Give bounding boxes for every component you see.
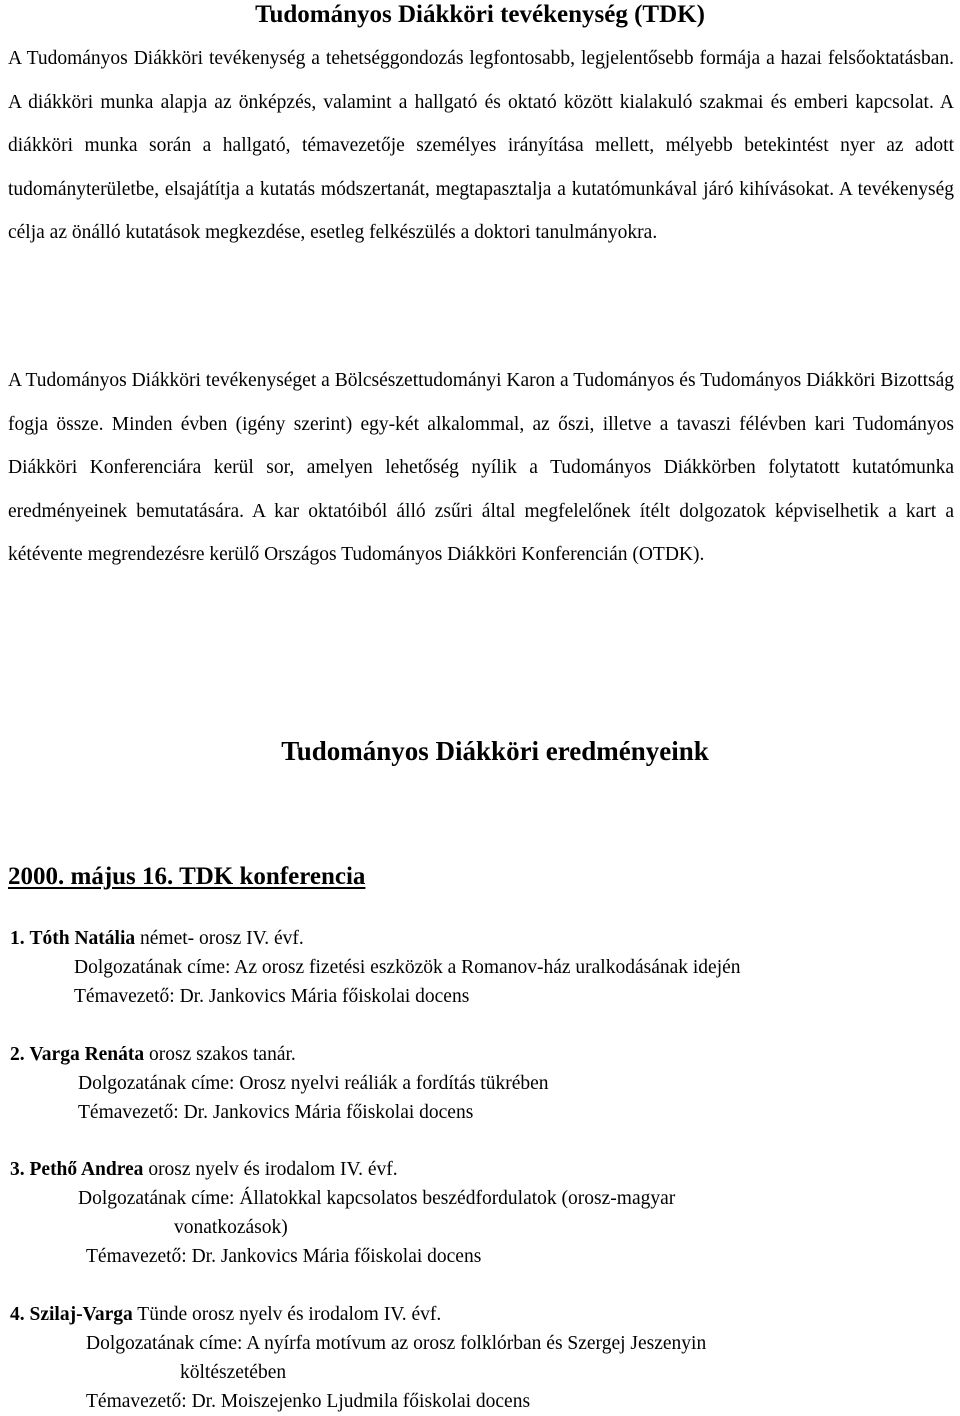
student-program: Tünde orosz nyelv és irodalom IV. évf.: [132, 1304, 442, 1325]
thesis-title: Dolgozatának címe: A nyírfa motívum az orosz folklórban és Szergej Jeszenyin: [86, 1333, 707, 1354]
student-name: Varga Renáta: [29, 1044, 145, 1065]
student-name: Pethő Andrea: [29, 1159, 144, 1180]
result-entry: [10, 1040, 549, 1127]
thesis-title: Dolgozatának címe: Orosz nyelvi reáliák a fordítás tükrében: [78, 1073, 549, 1094]
result-entry: [10, 1155, 675, 1271]
supervisor: Témavezető: Dr. Jankovics Mária főiskolai docens: [78, 1102, 474, 1123]
entry-number: 1.: [10, 928, 25, 949]
result-entry: [10, 924, 741, 1011]
supervisor: Témavezető: Dr. Jankovics Mária főiskolai docens: [74, 986, 470, 1007]
page-title: Tudományos Diákköri tevékenység (TDK): [255, 1, 705, 28]
entry-number: 2.: [10, 1044, 25, 1065]
results-heading: Tudományos Diákköri eredményeink: [281, 736, 709, 766]
student-program: német- orosz IV. évf.: [135, 928, 304, 949]
conference-heading: 2000. május 16. TDK konferencia: [8, 863, 366, 890]
entry-header: [10, 1040, 549, 1069]
entry-number: 4.: [10, 1304, 25, 1325]
entry-number: 3.: [10, 1159, 25, 1180]
student-name: Szilaj-Varga: [29, 1304, 133, 1325]
student-name: Tóth Natália: [29, 928, 136, 949]
entry-header: [10, 1155, 675, 1184]
supervisor: Témavezető: Dr. Moiszejenko Ljudmila főiskolai docens: [86, 1391, 531, 1412]
organization-paragraph: A Tudományos Diákköri tevékenységet a Bölcsészettudományi Karon a Tudományos és Tudományos Diákköri Bizottság fogja össze. Minden évben (igény szerint) egy-két alkalommal, az őszi, illetve a tavaszi félévben kari Tudományos Diákköri Konferenciára kerül sor, amelyen lehetőség nyílik a Tudományos Diákkörben folytatott kutatómunka eredményeinek bemutatására. A kar oktatóiból álló zsűri által megfelelőnek ítélt dolgozatok képviselhetik a kart a kétévente megrendezésre kerülő Országos Tudományos Diákköri Konferencián (OTDK).: [8, 370, 954, 565]
thesis-title: Dolgozatának címe: Az orosz fizetési eszközök a Romanov-ház uralkodásának idején: [74, 957, 741, 978]
student-program: orosz nyelv és irodalom IV. évf.: [143, 1159, 398, 1180]
result-entry: [10, 1300, 706, 1416]
entry-header: [10, 924, 741, 953]
thesis-title: Dolgozatának címe: Állatokkal kapcsolatos beszédfordulatok (orosz-magyar: [78, 1188, 676, 1209]
thesis-title-continued: vonatkozások): [174, 1217, 288, 1238]
thesis-title-continued: költészetében: [180, 1362, 287, 1383]
student-program: orosz szakos tanár.: [144, 1044, 296, 1065]
entry-header: [10, 1300, 706, 1329]
supervisor: Témavezető: Dr. Jankovics Mária főiskolai docens: [86, 1246, 482, 1267]
intro-paragraph: A Tudományos Diákköri tevékenység a tehetséggondozás legfontosabb, legjelentősebb formája a hazai felsőoktatásban. A diákköri munka alapja az önképzés, valamint a hallgató és oktató között kialakuló szakmai és emberi kapcsolat. A diákköri munka során a hallgató, témavezetője személyes irányítása mellett, mélyebb betekintést nyer az adott tudományterületbe, elsajátítja a kutatás módszertanát, megtapasztalja a kutatómunkával járó kihívásokat. A tevékenység célja az önálló kutatások megkezdése, esetleg felkészülés a doktori tanulmányokra.: [8, 48, 954, 243]
